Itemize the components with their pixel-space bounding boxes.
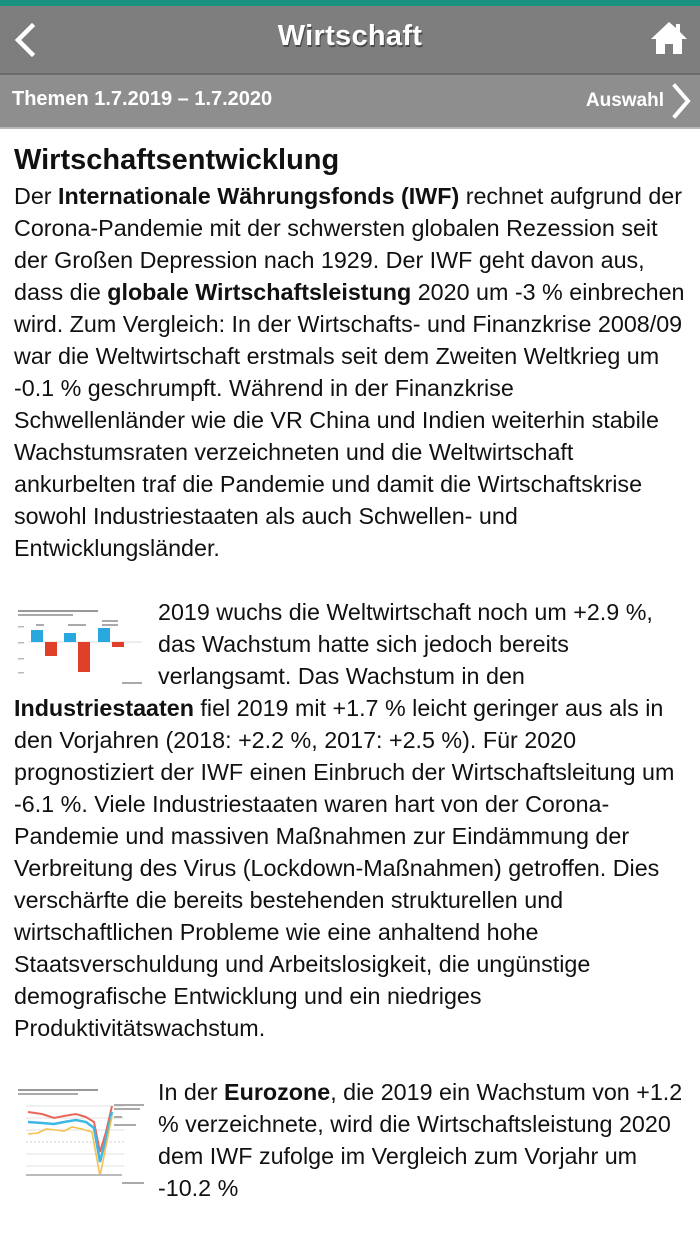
navigation-bar xyxy=(0,6,700,75)
text-run: Der xyxy=(14,183,59,209)
text-run: , die 2019 ein Wachstum von +1.2 % verzeichnete, wird die Wirtschaftsleistung 2020 dem IWF zufolge im Vergleich zum Vorjahr um -10.2 % xyxy=(158,1079,683,1201)
home-icon xyxy=(650,20,688,56)
chart-thumbnail-growth-by-region[interactable] xyxy=(14,606,148,692)
text-run: 2019 wuchs die Weltwirtschaft noch um +2.9 %, das Wachstum hatte sich jedoch bereits verlangsamt. Das Wachstum in den xyxy=(158,599,653,689)
text-run: 2020 um -3 % einbrechen wird. Zum Vergleich: In der Wirtschafts- und Finanzkrise 2008/09 war die Weltwirtschaft erstmals seit dem Zweiten Weltkrieg um -0.1 % geschrumpft. Während in der Finanzkrise Schwellenländer wie die VR China und Indien weiterhin stabile Wachstumsraten verzeichneten und die Weltwirtschaft ankurbelten traf die Pandemie und damit die Wirtschaftskrise sowohl Industriestaaten als auch Schwellen- und Entwicklungsländer. xyxy=(14,279,685,561)
text-run: fiel 2019 mit +1.7 % leicht geringer aus als in den Vorjahren (2018: +2.2 %, 2017: +2.5 %). Für 2020 prognostiziert der IWF einen Einbruch der Wirtschaftsleitung um -6.1 %. Viele Industriestaaten waren hart von der Corona-Pandemie und massiven Maßnahmen zur Eindämmung der Verbreitung des Virus (Lockdown-Maßnahmen) getroffen. Dies verschärfte die bereits bestehenden strukturellen und wirtschaftlichen Probleme wie eine anhaltend hohe Staatsverschuldung und Arbeitslosigkeit, die ungünstige demografische Entwicklung und ein niedriges Produktivitätswachstum. xyxy=(14,695,675,1041)
line-chart-thumbnail-image xyxy=(14,1086,148,1190)
bold-term: Industriestaaten xyxy=(14,695,194,721)
article-content xyxy=(14,140,690,1204)
selection-button[interactable] xyxy=(586,81,692,121)
paragraph-spacer xyxy=(14,1044,690,1076)
chart-thumbnail-growth-2012-2021[interactable] xyxy=(14,1086,148,1190)
page-title: Wirtschaft xyxy=(277,20,423,52)
bold-term: Eurozone xyxy=(224,1079,331,1105)
home-button[interactable] xyxy=(650,20,688,56)
date-range-label: Themen 1.7.2019 – 1.7.2020 xyxy=(12,88,273,110)
selection-label: Auswahl xyxy=(585,90,664,111)
bold-term: Internationale Währungsfonds (IWF) xyxy=(58,183,460,209)
paragraph-spacer xyxy=(14,564,690,596)
bar-chart-thumbnail-image xyxy=(14,606,148,692)
article-heading: Wirtschaftsentwicklung xyxy=(14,144,340,176)
chevron-right-icon xyxy=(670,82,692,120)
date-range-bar xyxy=(0,75,700,129)
text-run: rechnet aufgrund der Corona-Pandemie mit der schwersten globalen Rezession seit der Großen Depression nach 1929. Der IWF geht davon aus, dass die xyxy=(14,183,682,305)
bold-term: globale Wirtschaftsleistung xyxy=(107,279,412,305)
text-run: In der xyxy=(158,1079,225,1105)
paragraph-intro xyxy=(14,180,690,564)
